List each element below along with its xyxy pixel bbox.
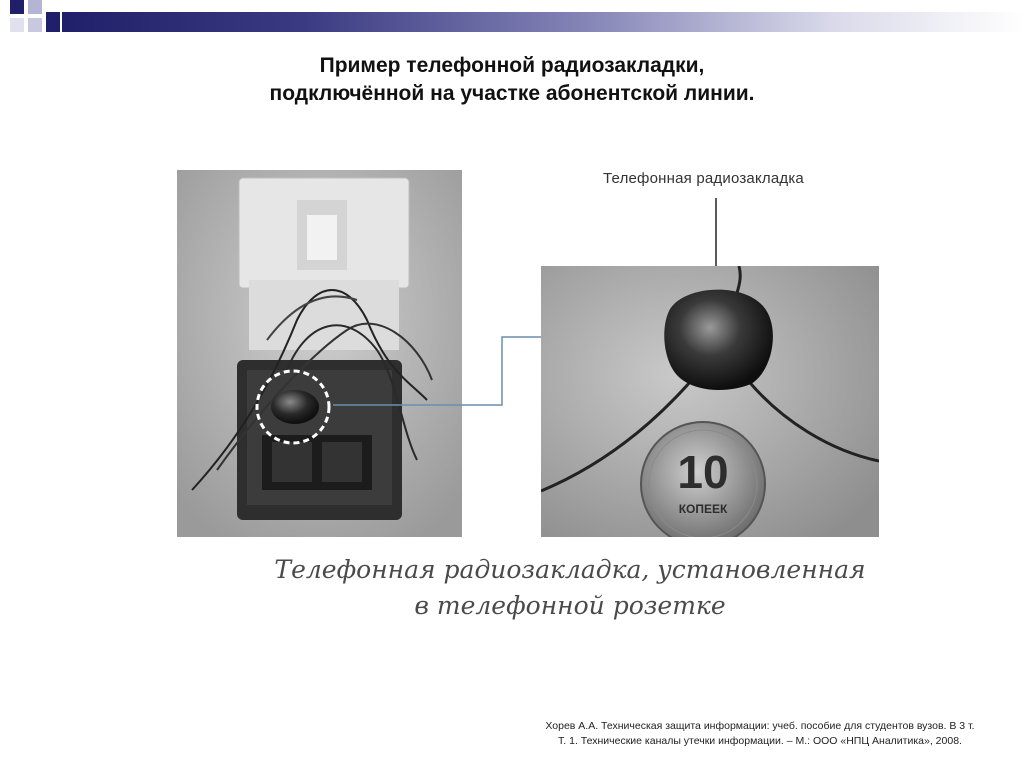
source-citation (520, 719, 1000, 749)
coin-text: КОПЕЕК (678, 502, 728, 516)
title-line-2: подключённой на участке абонентской линии. (269, 82, 755, 105)
caption-line-1: Телефонная радиозакладка, установленная (274, 555, 866, 584)
caption-line-2: в телефонной розетке (414, 591, 726, 620)
coin-value: 10 (677, 446, 729, 498)
figure-caption (0, 552, 1024, 624)
source-line-1: Хорев А.А. Техническая защита информации: учеб. пособие для студентов вузов. В 3 т. (545, 720, 975, 732)
bug-label: Телефонная радиозакладка (603, 170, 804, 187)
bug-closeup-photo (541, 266, 879, 537)
source-line-2: Т. 1. Технические каналы утечки информации. – М.: ООО «НПЦ Аналитика», 2008. (558, 735, 962, 747)
title-line-1: Пример телефонной радиозакладки, (319, 54, 705, 77)
